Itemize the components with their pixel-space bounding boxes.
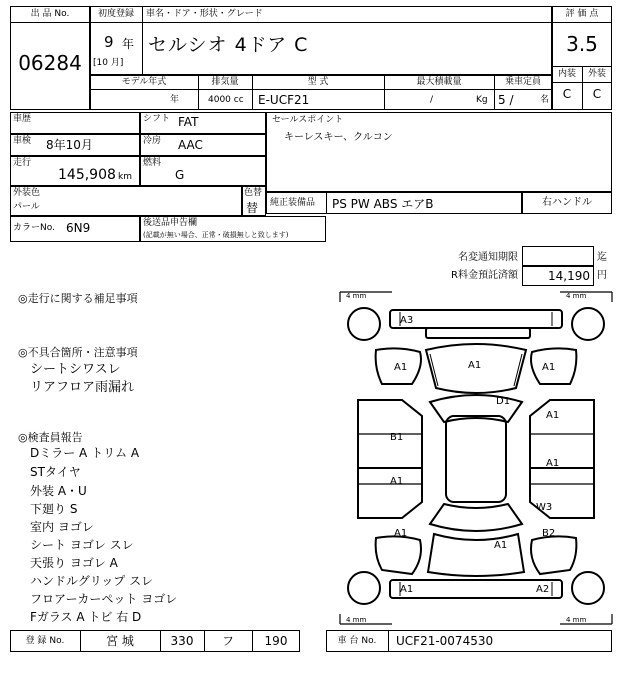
shift: FAT (178, 115, 199, 129)
model-year-unit: 年 (170, 95, 180, 105)
name-change-box (522, 246, 594, 266)
sales-point: キーレスキー、クルコン (284, 132, 393, 143)
aftermarket-label: 後送品申告欄 (143, 218, 198, 228)
steering: 右ハンドル (542, 197, 592, 208)
ext-color: パール (13, 202, 40, 212)
color-no: 6N9 (66, 221, 91, 235)
max-load-unit: Kg (476, 95, 488, 105)
inspector-item: 室内 ヨゴレ (30, 520, 94, 534)
history-label: 車歴 (13, 114, 32, 124)
reg-class: 330 (170, 634, 194, 648)
score-label: 評 価 点 (565, 9, 599, 19)
displacement: 4000 cc (208, 95, 244, 105)
inspector-item: 天張り ヨゴレ A (30, 556, 118, 570)
car-name-label: 車名・ドア・形状・グレード (146, 9, 263, 19)
driving-notes-header: ◎走行に関する補足事項 (18, 292, 138, 305)
options: PS PW ABS エアB (332, 197, 434, 211)
inspector-item: STタイヤ (30, 465, 81, 479)
damage-mark: A1 (468, 360, 482, 371)
inspector-item: Fガラス A トビ 右 D (30, 610, 142, 624)
car-damage-diagram (338, 288, 614, 628)
damage-mark: B2 (542, 528, 556, 539)
ac: AAC (178, 138, 203, 152)
tire-tread-rr: 4 mm (566, 616, 587, 624)
damage-mark: A3 (400, 315, 414, 326)
reg-year-unit: 年 (122, 37, 135, 51)
shift-label: シフト (143, 114, 171, 124)
defects-header: ◎不具合箇所・注意事項 (18, 346, 138, 359)
damage-mark: A1 (546, 410, 560, 421)
reg-month: [10 月] (93, 58, 124, 68)
exterior-label: 外装 (587, 69, 606, 79)
damage-mark: A1 (390, 476, 404, 487)
name-change-unit: 迄 (597, 252, 607, 263)
defect-item: リアフロア雨漏れ (30, 380, 135, 395)
inspection-label: 車検 (13, 136, 32, 146)
inspector-item: フロアーカーペット ヨゴレ (30, 592, 178, 606)
first-reg-label: 初度登録 (97, 9, 134, 19)
inspector-item: 下廻り S (30, 502, 78, 516)
aftermarket-note: (記載が無い場合、正常・破損無しと致します) (143, 231, 289, 239)
type: E-UCF21 (258, 93, 310, 107)
recycle-label: R料金預託済額 (451, 270, 518, 281)
reg-year: 9 (104, 33, 114, 51)
reg-number: 190 (264, 634, 288, 648)
model-year-label: モデル年式 (121, 77, 167, 87)
mileage: 145,908 (58, 167, 116, 183)
wheel-front-left (348, 308, 380, 340)
damage-mark: A1 (542, 362, 556, 373)
repaint-label: 色替 (244, 188, 263, 198)
damage-mark: B1 (390, 432, 404, 443)
ac-label: 冷房 (143, 136, 162, 146)
capacity-unit: 名 (540, 95, 550, 105)
name-change-label: 名変通知期限 (458, 252, 518, 263)
reg-no-label: 登 録 No. (25, 636, 65, 646)
tire-tread-fr: 4 mm (566, 292, 587, 300)
inspector-header: ◎検査員報告 (18, 431, 83, 444)
ext-color-box (10, 186, 242, 216)
tire-tread-rl: 4 mm (346, 616, 367, 624)
damage-mark: A1 (546, 458, 560, 469)
inspection: 8年10月 (46, 138, 93, 152)
inspector-item: Dミラー A トリム A (30, 446, 140, 460)
tire-tread-fl: 4 mm (346, 292, 367, 300)
chassis-label: 車 台 No. (337, 636, 377, 646)
lot-no-label: 出 品 No. (30, 9, 70, 19)
damage-mark: W3 (536, 502, 553, 513)
wheel-rear-right (572, 572, 604, 604)
damage-mark: A1 (394, 528, 408, 539)
car-name: セルシオ 4ドア C (148, 34, 309, 56)
mileage-label: 走行 (13, 158, 32, 168)
max-load-slash: / (430, 95, 434, 105)
fuel-label: 燃料 (143, 158, 162, 168)
damage-mark: A1 (400, 584, 414, 595)
damage-mark: A1 (494, 540, 508, 551)
interior-label: 内装 (557, 69, 576, 79)
chassis-no: UCF21-0074530 (396, 634, 494, 648)
repaint: 替 (246, 201, 259, 215)
defect-item: シートシワスレ (30, 362, 121, 377)
fuel: G (175, 168, 185, 182)
recycle-amount: 14,190 (548, 269, 590, 283)
options-label: 純正装備品 (270, 198, 316, 208)
score: 3.5 (566, 32, 598, 56)
ext-color-label: 外装色 (13, 188, 41, 198)
wheel-rear-left (348, 572, 380, 604)
damage-mark: D1 (496, 396, 511, 407)
recycle-unit: 円 (597, 270, 607, 281)
reg-kana: フ (221, 634, 234, 648)
color-no-label: カラーNo. (13, 223, 55, 233)
lot-no: 06284 (18, 51, 82, 75)
wheel-front-right (572, 308, 604, 340)
inspector-item: 外装 A・U (30, 484, 87, 498)
type-label: 型 式 (307, 77, 329, 87)
exterior-grade: C (592, 87, 602, 101)
capacity-label: 乗車定員 (504, 77, 541, 87)
damage-mark: A1 (394, 362, 408, 373)
sales-point-label: セールスポイント (272, 115, 344, 125)
mileage-unit: km (118, 172, 132, 182)
max-load-label: 最大積載量 (416, 77, 462, 87)
damage-mark: A2 (536, 584, 550, 595)
interior-grade: C (562, 87, 572, 101)
inspector-item: ハンドルグリップ スレ (30, 574, 154, 588)
displacement-label: 排気量 (211, 77, 239, 87)
reg-area: 宮 城 (106, 634, 134, 648)
capacity: 5 / (498, 93, 514, 107)
inspector-item: シート ヨゴレ スレ (30, 538, 134, 552)
